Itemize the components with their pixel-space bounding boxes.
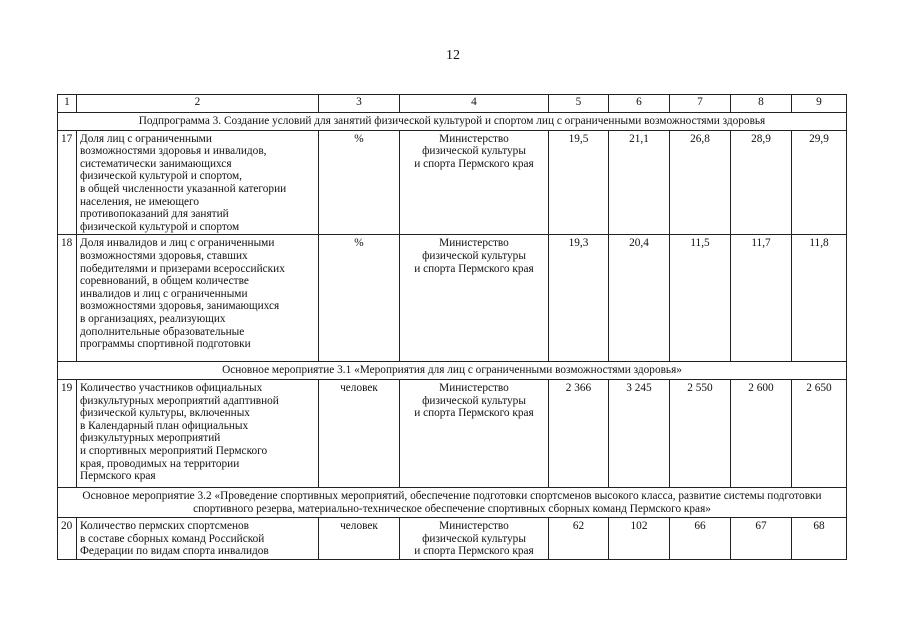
value-cell: 66	[670, 518, 731, 560]
indicator-name: Доля инвалидов и лиц с ограниченными возможностями здоровья, ставших победителями и призерами всероссийских соревнований, в общем количестве инвалидов и лиц с ограниченными возможностями здоровья, занимающихся в организациях, реализующих дополнительные образовательные программы спортивной подготовки	[77, 235, 319, 362]
column-header: 7	[670, 95, 731, 113]
value-cell: 29,9	[792, 130, 847, 235]
unit-cell: человек	[319, 379, 400, 487]
value-cell: 68	[792, 518, 847, 560]
column-header: 3	[319, 95, 400, 113]
page-number: 12	[446, 48, 460, 63]
section-heading-row	[58, 362, 847, 380]
column-header: 6	[609, 95, 670, 113]
value-cell: 62	[549, 518, 609, 560]
column-header: 1	[58, 95, 77, 113]
table-row	[58, 379, 847, 487]
table-row	[58, 518, 847, 560]
column-header: 9	[792, 95, 847, 113]
responsible-cell: Министерство физической культуры и спорта Пермского края	[400, 379, 549, 487]
value-cell: 2 550	[670, 379, 731, 487]
value-cell: 3 245	[609, 379, 670, 487]
row-number: 20	[58, 518, 77, 560]
value-cell: 67	[731, 518, 792, 560]
table-header-row	[58, 95, 847, 113]
responsible-cell: Министерство физической культуры и спорта Пермского края	[400, 130, 549, 235]
section-heading-row	[58, 113, 847, 131]
unit-cell: человек	[319, 518, 400, 560]
subprogram-heading: Подпрограмма 3. Создание условий для занятий физической культурой и спортом лиц с ограниченными возможностями здоровья	[58, 113, 847, 131]
activity-heading: Основное мероприятие 3.2 «Проведение спортивных мероприятий, обеспечение подготовки спортсменов высокого класса, развитие системы подготовки спортивного резерва, материально-техническое обеспечение спортивных сборных команд Пермского края»	[58, 487, 847, 517]
indicator-name: Количество пермских спортсменов в составе сборных команд Российской Федерации по видам спорта инвалидов	[77, 518, 319, 560]
row-number: 19	[58, 379, 77, 487]
section-heading-row	[58, 487, 847, 517]
column-header: 5	[549, 95, 609, 113]
value-cell: 102	[609, 518, 670, 560]
row-number: 17	[58, 130, 77, 235]
table-row	[58, 130, 847, 235]
value-cell: 26,8	[670, 130, 731, 235]
value-cell: 28,9	[731, 130, 792, 235]
table-row	[58, 235, 847, 362]
unit-cell: %	[319, 235, 400, 362]
value-cell: 2 366	[549, 379, 609, 487]
indicators-table	[57, 94, 847, 560]
value-cell: 11,5	[670, 235, 731, 362]
activity-heading: Основное мероприятие 3.1 «Мероприятия для лиц с ограниченными возможностями здоровья»	[58, 362, 847, 380]
indicator-name: Доля лиц с ограниченными возможностями здоровья и инвалидов, систематически занимающихся физической культурой и спортом, в общей численности указанной категории населения, не имеющего противопоказаний для занятий физической культурой и спортом	[77, 130, 319, 235]
value-cell: 20,4	[609, 235, 670, 362]
indicator-name: Количество участников официальных физкультурных мероприятий адаптивной физической культуры, включенных в Календарный план официальных физкультурных мероприятий и спортивных мероприятий Пермского края, проводимых на территории Пермского края	[77, 379, 319, 487]
unit-cell: %	[319, 130, 400, 235]
column-header: 4	[400, 95, 549, 113]
responsible-cell: Министерство физической культуры и спорта Пермского края	[400, 518, 549, 560]
row-number: 18	[58, 235, 77, 362]
responsible-cell: Министерство физической культуры и спорта Пермского края	[400, 235, 549, 362]
value-cell: 19,5	[549, 130, 609, 235]
value-cell: 21,1	[609, 130, 670, 235]
value-cell: 2 650	[792, 379, 847, 487]
value-cell: 11,7	[731, 235, 792, 362]
value-cell: 2 600	[731, 379, 792, 487]
value-cell: 19,3	[549, 235, 609, 362]
column-header: 2	[77, 95, 319, 113]
value-cell: 11,8	[792, 235, 847, 362]
column-header: 8	[731, 95, 792, 113]
